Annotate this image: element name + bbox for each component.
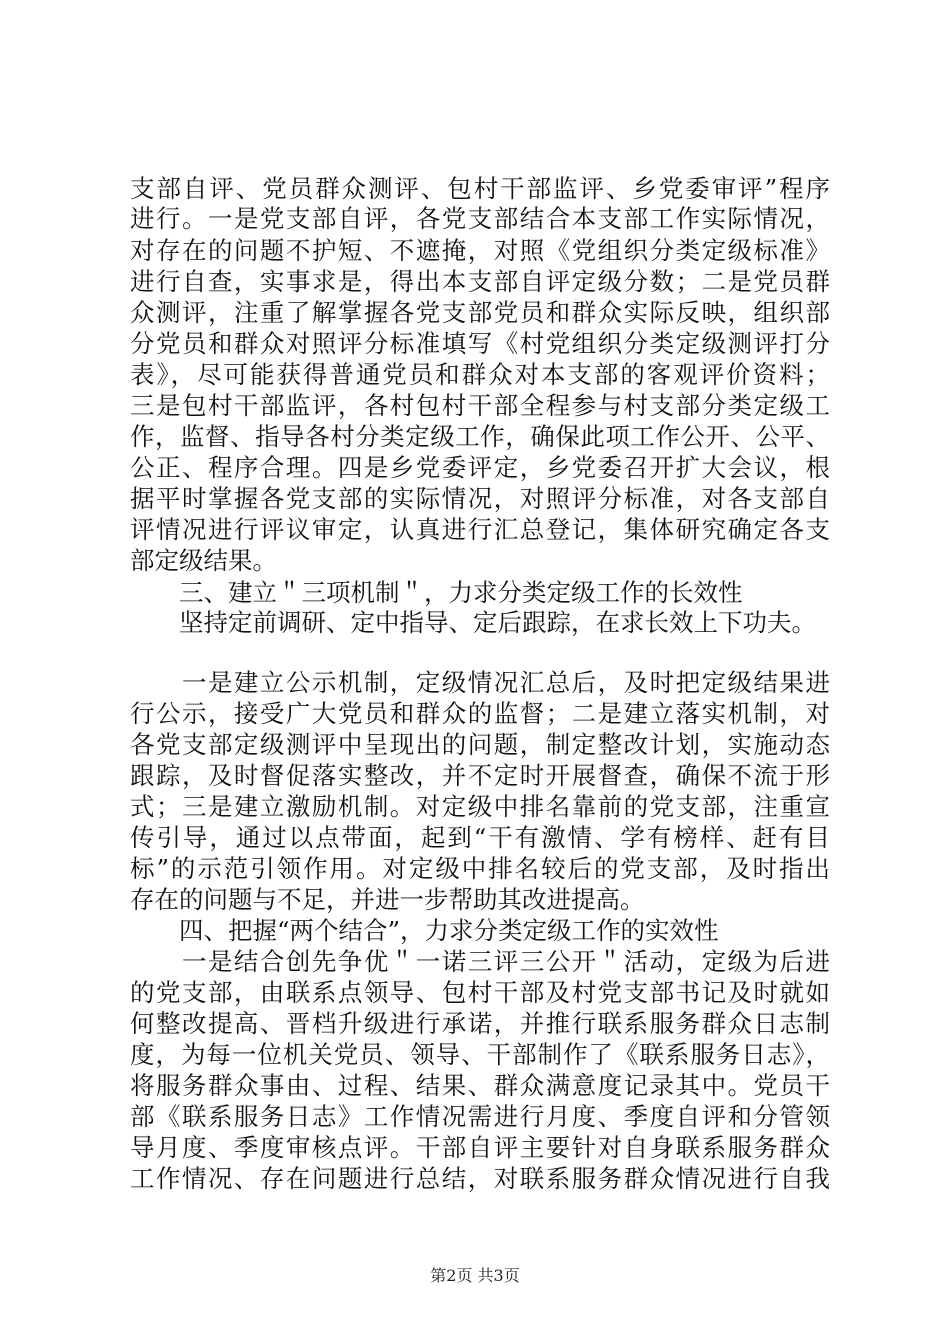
text-line: 分党员和群众对照评分标准填写《村党组织分类定级测评打分 bbox=[130, 329, 830, 358]
text-line: 公正、程序合理。四是乡党委评定，乡党委召开扩大会议，根 bbox=[130, 453, 830, 482]
text-line: 跟踪，及时督促落实整改，并不定时开展督查，确保不流于形 bbox=[130, 761, 830, 790]
text-line: 工作情况、存在问题进行总结，对联系服务群众情况进行自我 bbox=[130, 1164, 830, 1193]
text-line: 一是结合创先争优＂一诺三评三公开＂活动，定级为后进 bbox=[130, 947, 830, 976]
text-line: 度，为每一位机关党员、领导、干部制作了《联系服务日志》， bbox=[130, 1040, 830, 1069]
text-line: 表》，尽可能获得普通党员和群众对本支部的客观评价资料； bbox=[130, 360, 830, 389]
text-line: 存在的问题与不足，并进一步帮助其改进提高。 bbox=[130, 885, 645, 914]
text-line: 众测评，注重了解掌握各党支部党员和群众实际反映，组织部 bbox=[130, 298, 830, 327]
text-line: 进行。一是党支部自评，各党支部结合本支部工作实际情况， bbox=[130, 204, 830, 233]
section-heading: 三、建立＂三项机制＂，力求分类定级工作的长效性 bbox=[130, 578, 743, 607]
text-line: 坚持定前调研、定中指导、定后跟踪，在求长效上下功夫。 bbox=[130, 608, 816, 637]
text-line: 对存在的问题不护短、不遮掩，对照《党组织分类定级标准》 bbox=[130, 236, 830, 265]
page-footer: 第2页 共3页 bbox=[430, 1266, 520, 1285]
text-line: 行公示，接受广大党员和群众的监督；二是建立落实机制，对 bbox=[130, 699, 830, 728]
text-line: 据平时掌握各党支部的实际情况，对照评分标准，对各支部自 bbox=[130, 484, 830, 513]
text-line: 三是包村干部监评，各村包村干部全程参与村支部分类定级工 bbox=[130, 391, 830, 420]
text-line: 部《联系服务日志》工作情况需进行月度、季度自评和分管领 bbox=[130, 1102, 830, 1131]
text-line: 将服务群众事由、过程、结果、群众满意度记录其中。党员干 bbox=[130, 1071, 830, 1100]
text-line: 传引导，通过以点带面，起到“干有激情、学有榜样、赶有目 bbox=[130, 823, 830, 852]
text-line: 部定级结果。 bbox=[130, 546, 277, 575]
text-line: 支部自评、党员群众测评、包村干部监评、乡党委审评”程序 bbox=[130, 174, 830, 203]
text-line: 标”的示范引领作用。对定级中排名较后的党支部，及时指出 bbox=[130, 854, 830, 883]
text-line: 何整改提高、晋档升级进行承诺，并推行联系服务群众日志制 bbox=[130, 1009, 830, 1038]
text-line: 作，监督、指导各村分类定级工作，确保此项工作公开、公平、 bbox=[130, 422, 830, 451]
text-line: 进行自查，实事求是，得出本支部自评定级分数；二是党员群 bbox=[130, 267, 830, 296]
text-line: 导月度、季度审核点评。干部自评主要针对自身联系服务群众 bbox=[130, 1133, 830, 1162]
text-line: 评情况进行评议审定，认真进行汇总登记，集体研究确定各支 bbox=[130, 515, 830, 544]
text-line: 的党支部，由联系点领导、包村干部及村党支部书记及时就如 bbox=[130, 978, 830, 1007]
text-line: 一是建立公示机制，定级情况汇总后，及时把定级结果进 bbox=[130, 668, 830, 697]
text-line: 式；三是建立激励机制。对定级中排名靠前的党支部，注重宣 bbox=[130, 792, 830, 821]
text-line: 各党支部定级测评中呈现出的问题，制定整改计划，实施动态 bbox=[130, 730, 830, 759]
section-heading: 四、把握“两个结合”，力求分类定级工作的实效性 bbox=[130, 916, 719, 945]
